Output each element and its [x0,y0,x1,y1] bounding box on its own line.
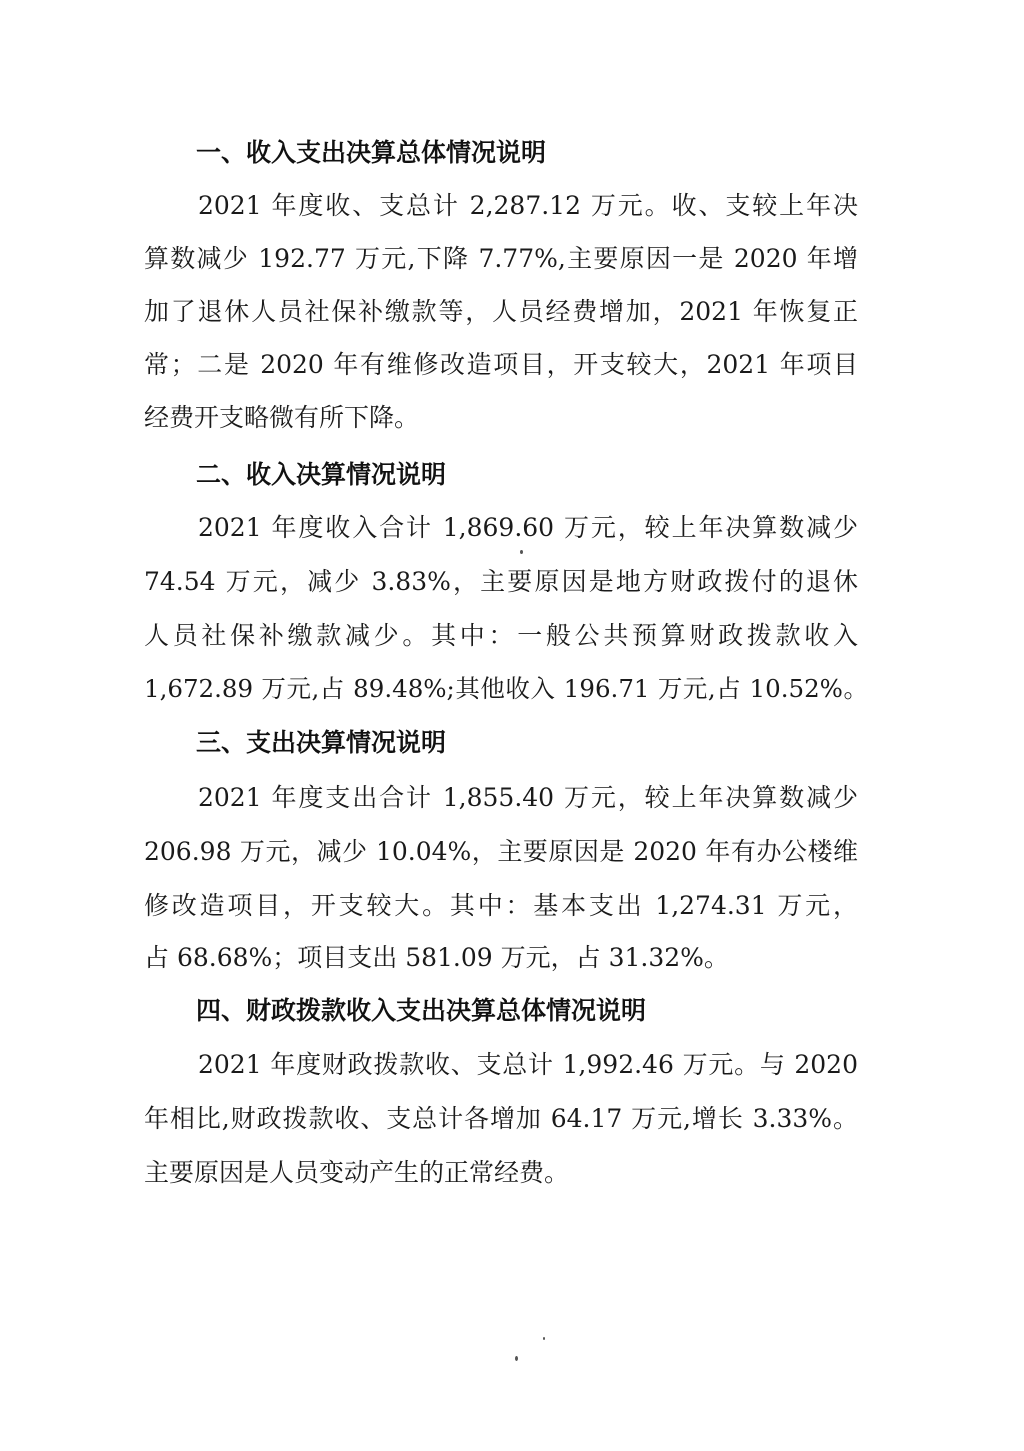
paragraph-line: 206.98 万元，减少 10.04%，主要原因是 2020 年有办公楼维 [144,837,858,866]
paragraph-line: 2021 年度支出合计 1,855.40 万元，较上年决算数减少 [198,783,858,812]
paragraph-line: 修改造项目，开支较大。其中：基本支出 1,274.31 万元， [144,891,858,920]
paragraph-line: 经费开支略微有所下降。 [144,403,420,432]
paragraph-line: 加了退休人员社保补缴款等，人员经费增加，2021 年恢复正 [144,297,858,326]
section-heading-2: 二、收入决算情况说明 [196,460,447,489]
paragraph-line: 算数减少 192.77 万元,下降 7.77%,主要原因一是 2020 年增 [144,244,858,273]
paragraph-line: 1,672.89 万元,占 89.48%;其他收入 196.71 万元,占 10.52%。 [144,674,868,703]
paragraph-line: 常；二是 2020 年有维修改造项目，开支较大，2021 年项目 [144,350,858,379]
scan-speck [543,1337,545,1340]
section-heading-4: 四、财政拨款收入支出决算总体情况说明 [196,996,647,1025]
paragraph-line: 2021 年度财政拨款收、支总计 1,992.46 万元。与 2020 [198,1050,858,1079]
section-heading-1: 一、收入支出决算总体情况说明 [196,138,547,167]
paragraph-line: 2021 年度收、支总计 2,287.12 万元。收、支较上年决 [198,191,858,220]
paragraph-line: 主要原因是人员变动产生的正常经费。 [144,1158,570,1187]
paragraph-line: 74.54 万元，减少 3.83%，主要原因是地方财政拨付的退休 [144,567,858,596]
scan-speck [520,550,523,554]
scan-speck [515,1356,518,1361]
paragraph-line: 2021 年度收入合计 1,869.60 万元，较上年决算数减少 [198,513,858,542]
paragraph-line: 占 68.68%；项目支出 581.09 万元，占 31.32%。 [144,943,729,972]
paragraph-line: 人员社保补缴款减少。其中：一般公共预算财政拨款收入 [144,621,858,650]
section-heading-3: 三、支出决算情况说明 [196,728,447,757]
paragraph-line: 年相比,财政拨款收、支总计各增加 64.17 万元,增长 3.33%。 [144,1104,858,1133]
